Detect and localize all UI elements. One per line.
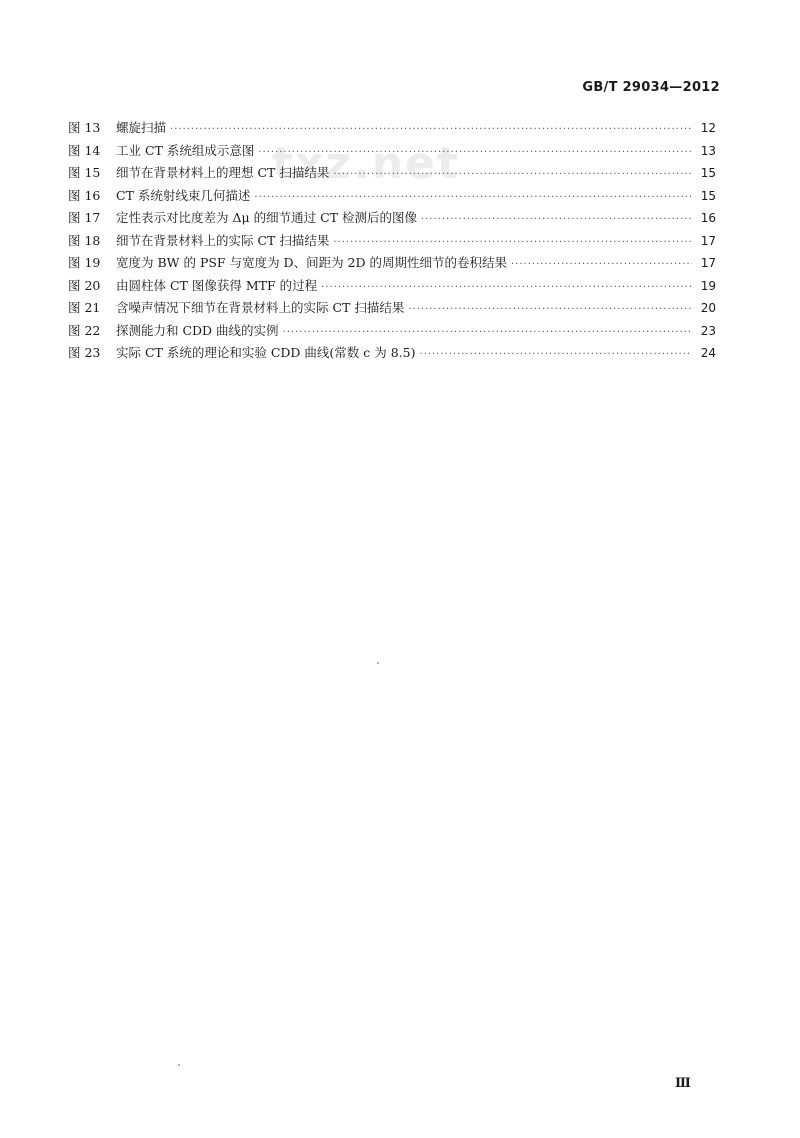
page-number: 17	[700, 233, 716, 248]
dot-leader	[170, 119, 692, 142]
figure-title: 细节在背景材料上的理想 CT 扫描结果	[116, 165, 330, 180]
figure-number: 图 15	[68, 165, 101, 180]
figure-title: 工业 CT 系统组成示意图	[116, 142, 255, 158]
dot-leader	[419, 344, 692, 367]
figure-number: 图 13	[68, 120, 101, 135]
figure-title: 实际 CT 系统的理论和实验 CDD 曲线(常数 c 为 8.5)	[116, 345, 416, 360]
page-number: 24	[700, 346, 716, 360]
dot-leader	[511, 254, 692, 277]
page-number: 17	[700, 256, 716, 270]
toc-row[interactable]	[68, 140, 716, 163]
figure-title: 宽度为 BW 的 PSF 与宽度为 D、间距为 2D 的周期性细节的卷积结果	[116, 255, 507, 270]
figure-title: CT 系统射线束几何描述	[116, 187, 251, 203]
watermark-text: txz.net	[272, 138, 460, 189]
toc-row[interactable]	[68, 230, 716, 253]
toc-row[interactable]	[68, 297, 716, 320]
figure-list	[68, 117, 716, 365]
dot-leader	[283, 322, 692, 345]
toc-row[interactable]	[68, 275, 716, 298]
dot-leader	[333, 232, 692, 255]
footer-page-number: Ⅲ	[675, 1076, 691, 1091]
toc-row[interactable]	[68, 342, 716, 365]
figure-title: 含噪声情况下细节在背景材料上的实际 CT 扫描结果	[116, 300, 405, 315]
figure-number: 图 21	[68, 300, 101, 315]
figure-number: 图 22	[68, 322, 101, 338]
page-number: 16	[700, 211, 716, 225]
figure-title: 螺旋扫描	[116, 120, 167, 135]
page-number: 15	[700, 188, 716, 203]
figure-title: 定性表示对比度差为 Δμ 的细节通过 CT 检测后的图像	[116, 210, 417, 225]
toc-row[interactable]	[68, 185, 716, 208]
dot-leader	[408, 299, 692, 322]
figure-number: 图 20	[68, 277, 101, 293]
page-number: 12	[700, 121, 716, 135]
toc-row[interactable]	[68, 252, 716, 275]
page-number: 19	[700, 278, 716, 293]
page-number: 20	[700, 301, 716, 315]
figure-number: 图 16	[68, 187, 101, 203]
page-number: 15	[700, 166, 716, 180]
figure-number: 图 17	[68, 210, 101, 225]
dot-leader	[321, 277, 692, 300]
scan-speck	[377, 662, 379, 664]
dot-leader	[421, 209, 692, 232]
figure-title: 探测能力和 CDD 曲线的实例	[116, 322, 279, 338]
standard-code: GB/T 29034—2012	[582, 80, 720, 95]
dot-leader	[254, 187, 692, 210]
figure-number: 图 18	[68, 232, 101, 248]
figure-title: 细节在背景材料上的实际 CT 扫描结果	[116, 232, 330, 248]
page-number: 13	[700, 143, 716, 158]
dot-leader	[333, 164, 692, 187]
figure-number: 图 19	[68, 255, 101, 270]
toc-row[interactable]	[68, 320, 716, 343]
dot-leader	[258, 142, 692, 165]
figure-number: 图 23	[68, 345, 101, 360]
scan-speck	[178, 1064, 180, 1066]
toc-row[interactable]	[68, 207, 716, 230]
figure-title: 由圆柱体 CT 图像获得 MTF 的过程	[116, 277, 318, 293]
toc-row[interactable]	[68, 117, 716, 140]
page-number: 23	[700, 323, 716, 338]
toc-row[interactable]	[68, 162, 716, 185]
figure-number: 图 14	[68, 142, 101, 158]
